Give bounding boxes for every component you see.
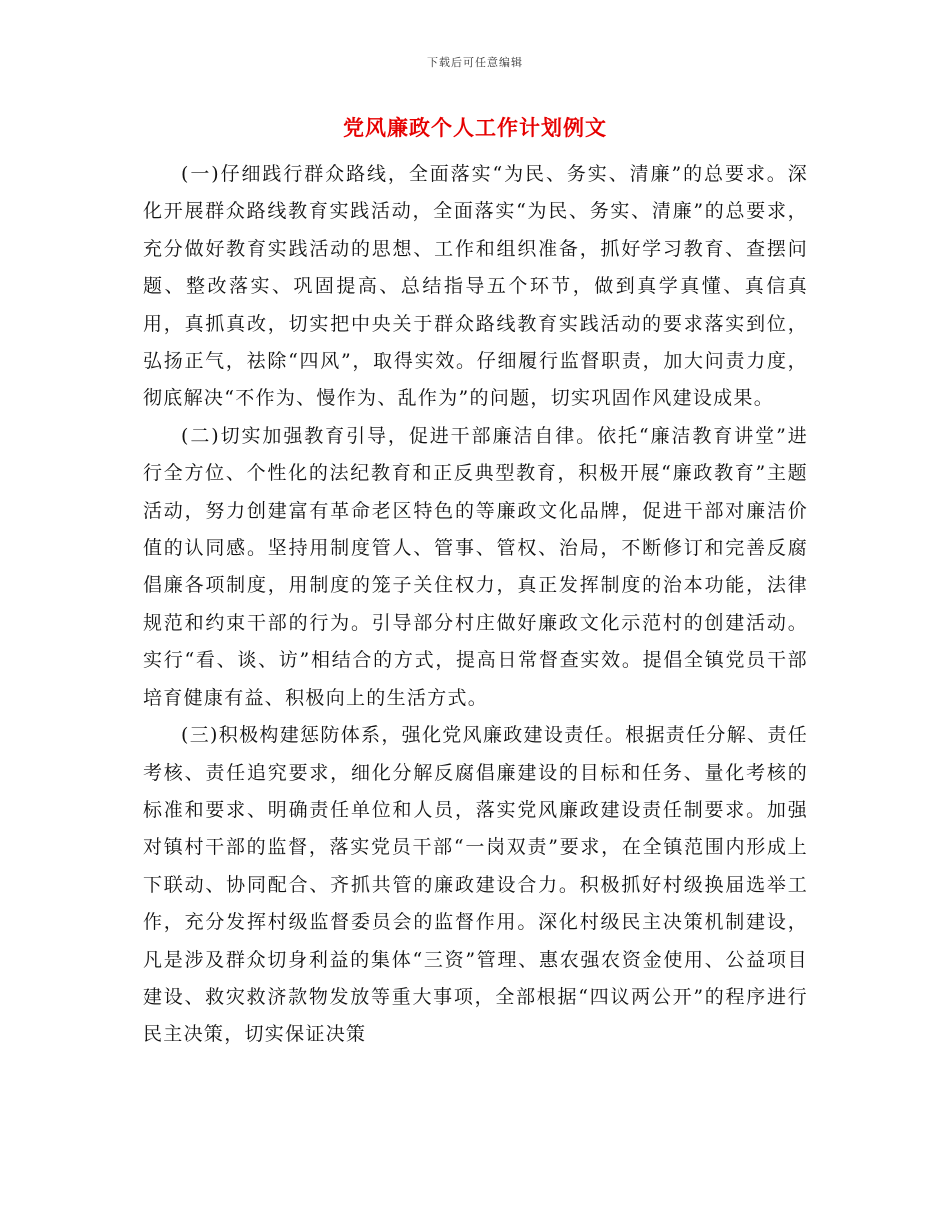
document-body bbox=[143, 156, 808, 1054]
paragraph-3: (三)积极构建惩防体系，强化党风廉政建设责任。根据责任分解、责任考核、责任追究要求，细化分解反腐倡廉建设的目标和任务、量化考核的标准和要求、明确责任单位和人员，落实党风廉政建设责任制要求。加强对镇村干部的监督，落实党员干部“一岗双责”要求，在全镇范围内形成上下联动、协同配合、齐抓共管的廉政建设合力。积极抓好村级换届选举工作，充分发挥村级监督委员会的监督作用。深化村级民主决策机制建设，凡是涉及群众切身利益的集体“三资”管理、惠农强农资金使用、公益项目建设、救灾救济款物发放等重大事项，全部根据“四议两公开”的程序进行民主决策，切实保证决策 bbox=[143, 724, 808, 1046]
paragraph-1: (一)仔细践行群众路线，全面落实“为民、务实、清廉”的总要求。深化开展群众路线教育实践活动，全面落实“为民、务实、清廉”的总要求，充分做好教育实践活动的思想、工作和组织准备，抓好学习教育、查摆问题、整改落实、巩固提高、总结指导五个环节，做到真学真懂、真信真用，真抓真改，切实把中央关于群众路线教育实践活动的要求落实到位，弘扬正气，祛除“四风”，取得实效。仔细履行监督职责，加大问责力度，彻底解决“不作为、慢作为、乱作为”的问题，切实巩固作风建设成果。 bbox=[143, 163, 808, 410]
document-title: 党风廉政个人工作计划例文 bbox=[343, 115, 607, 140]
paragraph-2: (二)切实加强教育引导，促进干部廉洁自律。依托“廉洁教育讲堂”进行全方位、个性化的法纪教育和正反典型教育，积极开展“廉政教育”主题活动，努力创建富有革命老区特色的等廉政文化品牌，促进干部对廉洁价值的认同感。坚持用制度管人、管事、管权、治局，不断修订和完善反腐倡廉各项制度，用制度的笼子关住权力，真正发挥制度的治本功能，法律规范和约束干部的行为。引导部分村庄做好廉政文化示范村的创建活动。实行“看、谈、访”相结合的方式，提高日常督查实效。提倡全镇党员干部培育健康有益、积极向上的生活方式。 bbox=[143, 424, 808, 709]
header-note: 下载后可任意编辑 bbox=[427, 56, 523, 69]
